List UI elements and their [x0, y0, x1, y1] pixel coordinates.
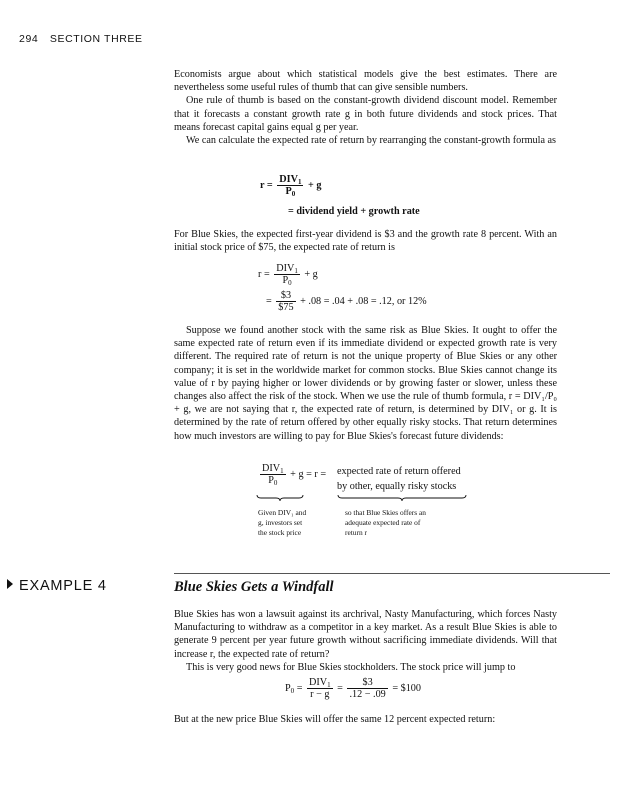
- eq3-num-sub: 1: [280, 467, 284, 475]
- equation-dividend-yield: = dividend yield + growth rate: [288, 206, 420, 217]
- right-brace: [337, 494, 467, 502]
- eq2-den-sub: 0: [288, 279, 292, 287]
- eq4-fraction-values: [347, 677, 387, 700]
- eq2-numerator: DIV: [276, 263, 295, 274]
- eq2-numerator-value: $3: [276, 290, 295, 302]
- paragraph-8: But at the new price Blue Skies will offer the same 12 percent expected return:: [174, 714, 496, 725]
- caption-left-line-2: g, investors set: [258, 518, 303, 527]
- eq3-right-line-2: by other, equally risky stocks: [337, 481, 457, 492]
- eq2-denominator: P: [282, 275, 289, 286]
- eq4-denominator-value: .12 − .09: [349, 689, 386, 700]
- equation-new-price: [285, 677, 421, 700]
- example-title: Blue Skies Gets a Windfall: [174, 579, 334, 595]
- eq4-fraction: [307, 677, 333, 700]
- blue-skies-text: [174, 228, 557, 254]
- eq1-denominator: P: [285, 186, 292, 197]
- eq4-numerator: DIV: [309, 677, 328, 688]
- paragraph-6: Blue Skies has won a lawsuit against its archrival, Nasty Manufacturing, which forces Nasty Manufacturing to withdraw as a competitor in a key market. As a result Blue Skies is able to generate 9 percent per year future growth without sacrificing immediate dividends. Will that increase r, the expected rate of return?: [174, 609, 557, 660]
- eq2-denominator-value: $75: [278, 302, 294, 313]
- caption-right-line-2: adequate expected rate of: [345, 518, 421, 527]
- eq3-den-sub: 0: [273, 479, 278, 487]
- equation-growth-formula: [260, 174, 321, 197]
- closing-text: [174, 713, 557, 726]
- paragraph-2: One rule of thumb is based on the constant-growth dividend discount model. Remember that it forecasts a constant growth rate g in both future dividends and stock prices. That means forecast capital gains equal g per year.: [174, 95, 557, 133]
- caption-left-line-3: the stock price: [258, 528, 302, 537]
- eq2-tail: + g: [304, 268, 318, 280]
- page-number: 294: [19, 33, 39, 45]
- equation-blue-skies-r-values: [266, 290, 427, 313]
- eq2-equals: =: [266, 295, 272, 307]
- eq4-lhs: P: [285, 682, 291, 694]
- paragraph-7: This is very good news for Blue Skies stockholders. The stock price will jump to: [186, 661, 516, 673]
- eq2-lhs: r =: [258, 268, 270, 280]
- eq1-fraction: [277, 174, 303, 197]
- eq4-result: = $100: [392, 682, 421, 694]
- eq3-right-line-1: expected rate of return offered: [337, 466, 461, 477]
- eq2-fraction: [274, 263, 300, 286]
- example-label: [7, 578, 107, 594]
- caption-right: [345, 508, 426, 538]
- page-header: [19, 33, 143, 45]
- paragraph-3: We can calculate the expected rate of return by rearranging the constant-growth formula as: [186, 135, 557, 147]
- example-label-text: EXAMPLE 4: [19, 578, 107, 594]
- example-divider: [174, 573, 610, 574]
- caption-right-line-1: so that Blue Skies offers an: [345, 508, 426, 517]
- eq3-mid: + g = r =: [290, 468, 327, 480]
- eq4-equals: =: [296, 682, 303, 694]
- section-title: SECTION THREE: [49, 33, 143, 45]
- eq1-num-sub: 1: [297, 178, 302, 186]
- eq2-fraction-values: [276, 290, 295, 313]
- left-brace: [256, 494, 304, 502]
- example-text: [174, 608, 557, 674]
- same-risk-text: [174, 324, 557, 443]
- eq2-num-sub: 1: [294, 267, 298, 275]
- eq4-num-sub: 1: [327, 681, 331, 689]
- paragraph-5: Suppose we found another stock with the same risk as Blue Skies. It ought to offer the same expected rate of return even if its immediate dividend or expected growth rate is very different. The required rate of return is not the unique property of Blue Skies or any other company; it is set in the worldwide market for common stocks. Blue Skies cannot change its value of r by paying higher or lower dividends or by growing faster or slower, unless these changes also affect the risk of the stock. When we use the rule of thumb formula, r = DIV₁/P₀ + g, we are not saying that r, the expected rate of return, is determined by DIV₁ or g. It is determined by the rate of return offered by other equally risky stocks. That return determines how much investors are willing to pay for Blue Skies's forecast future dividends:: [174, 325, 557, 442]
- eq3-right-text: [337, 464, 461, 494]
- eq3-numerator: DIV: [262, 463, 281, 474]
- eq1-numerator: DIV: [279, 174, 298, 185]
- eq3-fraction: [260, 463, 286, 486]
- equation-market-return: [258, 463, 326, 486]
- paragraph-4: For Blue Skies, the expected first-year dividend is $3 and the growth rate 8 percent. With an initial stock price of $75, the expected rate of return is: [174, 229, 557, 254]
- triangle-bullet-icon: [7, 579, 13, 589]
- intro-text: [174, 68, 557, 147]
- eq4-denominator: r − g: [310, 689, 330, 700]
- eq4-equals-2: =: [337, 682, 343, 694]
- caption-left: [258, 508, 306, 538]
- caption-right-line-3: return r: [345, 528, 367, 537]
- eq1-tail: + g: [307, 179, 322, 191]
- eq1-lhs: r =: [260, 179, 273, 191]
- paragraph-1: Economists argue about which statistical models give the best estimates. There are nevertheless some useful rules of thumb that can give sensible numbers.: [174, 69, 557, 94]
- equation-blue-skies-r: [258, 263, 318, 286]
- caption-left-line-1: Given DIV₁ and: [258, 508, 307, 517]
- eq1-den-sub: 0: [291, 190, 296, 198]
- eq2-result: + .08 = .04 + .08 = .12, or 12%: [300, 295, 427, 307]
- eq4-numerator-value: $3: [347, 677, 387, 689]
- eq3-denominator: P: [268, 475, 274, 486]
- eq4-lhs-sub: 0: [290, 686, 295, 695]
